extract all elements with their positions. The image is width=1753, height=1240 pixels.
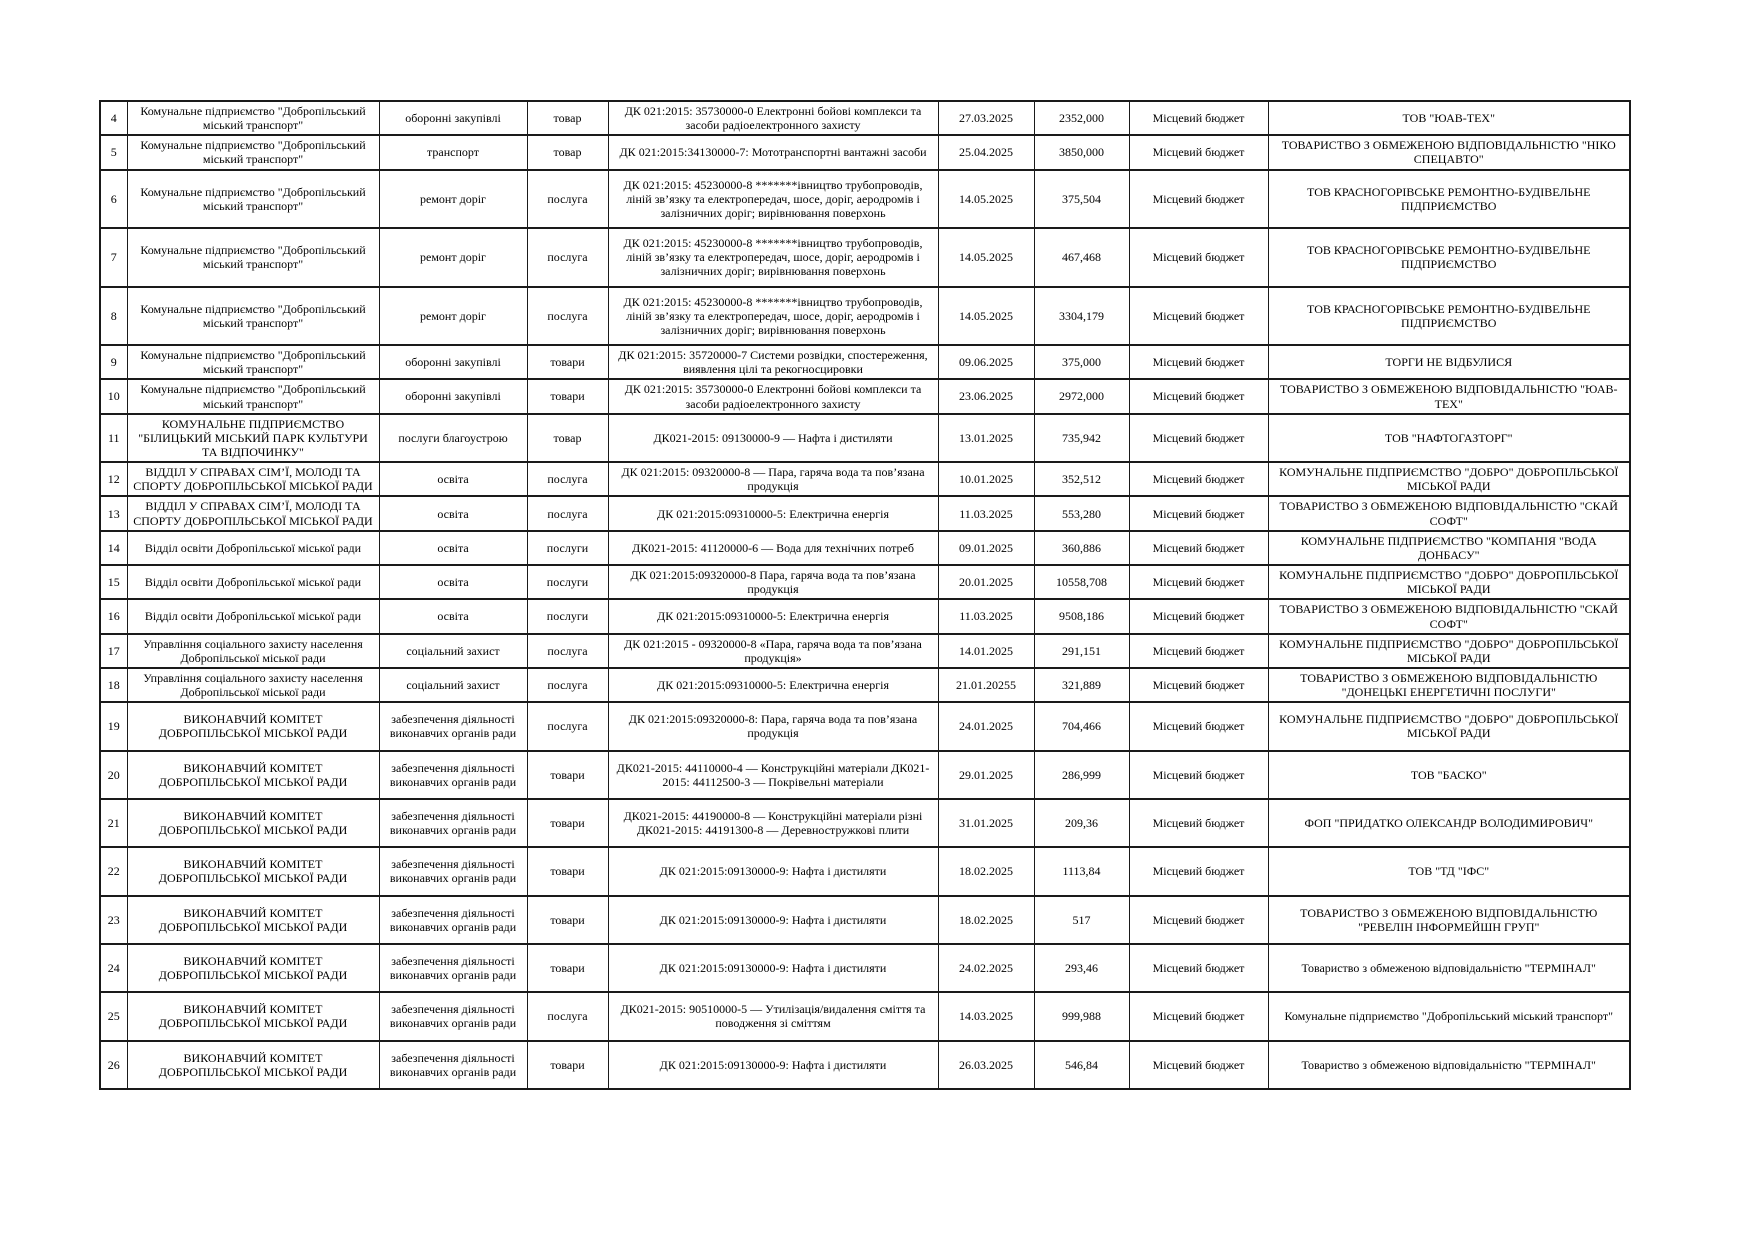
- cell-budget: Місцевий бюджет: [1129, 135, 1268, 169]
- cell-desc: ДК 021:2015:09130000-9: Нафта і дистиляти: [608, 944, 938, 992]
- table-row: [100, 496, 1630, 530]
- cell-date: 14.05.2025: [938, 228, 1034, 286]
- cell-amount: 546,84: [1034, 1041, 1129, 1089]
- cell-date: 18.02.2025: [938, 896, 1034, 944]
- cell-desc: ДК 021:2015: 35720000-7 Системи розвідки, спостереження, виявлення цілі та рекогносцировки: [608, 345, 938, 379]
- cell-winner: ТОВ "БАСКО": [1268, 751, 1630, 799]
- cell-num: 17: [100, 634, 127, 668]
- cell-amount: 375,504: [1034, 170, 1129, 228]
- cell-num: 14: [100, 531, 127, 565]
- cell-category: ремонт доріг: [379, 170, 527, 228]
- cell-type: послуга: [527, 668, 608, 702]
- cell-winner: ТОВАРИСТВО З ОБМЕЖЕНОЮ ВІДПОВІДАЛЬНІСТЮ "ЮАВ-ТЕХ": [1268, 379, 1630, 413]
- cell-winner: ТОВ "ЮАВ-ТЕХ": [1268, 101, 1630, 135]
- cell-amount: 517: [1034, 896, 1129, 944]
- cell-budget: Місцевий бюджет: [1129, 799, 1268, 847]
- cell-budget: Місцевий бюджет: [1129, 896, 1268, 944]
- cell-winner: КОМУНАЛЬНЕ ПІДПРИЄМСТВО "ДОБРО" ДОБРОПІЛЬСЬКОЇ МІСЬКОЇ РАДИ: [1268, 702, 1630, 750]
- cell-desc: ДК 021:2015: 45230000-8 *******івництво трубопроводів, ліній зв’язку та електропередач, шосе, доріг, аеродромів і залізничних доріг; вирівнювання поверхонь: [608, 170, 938, 228]
- cell-org: Управління соціального захисту населення Добропільської міської ради: [127, 634, 379, 668]
- table-row: [100, 228, 1630, 286]
- cell-winner: ТОВ КРАСНОГОРІВСЬКЕ РЕМОНТНО-БУДІВЕЛЬНЕ ПІДПРИЄМСТВО: [1268, 228, 1630, 286]
- cell-winner: ТОВАРИСТВО З ОБМЕЖЕНОЮ ВІДПОВІДАЛЬНІСТЮ "НІКО СПЕЦАВТО": [1268, 135, 1630, 169]
- cell-num: 20: [100, 751, 127, 799]
- cell-category: забезпечення діяльності виконавчих органів ради: [379, 1041, 527, 1089]
- cell-amount: 3850,000: [1034, 135, 1129, 169]
- cell-desc: ДК 021:2015: 09320000-8 — Пара, гаряча вода та пов’язана продукція: [608, 462, 938, 496]
- cell-winner: Комунальне підприємство "Добропільський міський транспорт": [1268, 992, 1630, 1040]
- cell-desc: ДК 021:2015: 45230000-8 *******івництво трубопроводів, ліній зв’язку та електропередач, шосе, доріг, аеродромів і залізничних доріг; вирівнювання поверхонь: [608, 287, 938, 345]
- cell-org: Комунальне підприємство "Добропільський міський транспорт": [127, 345, 379, 379]
- cell-type: товари: [527, 345, 608, 379]
- cell-date: 25.04.2025: [938, 135, 1034, 169]
- cell-org: ВИКОНАВЧИЙ КОМІТЕТ ДОБРОПІЛЬСЬКОЇ МІСЬКОЇ РАДИ: [127, 896, 379, 944]
- cell-desc: ДК 021:2015:09130000-9: Нафта і дистиляти: [608, 1041, 938, 1089]
- cell-type: товари: [527, 944, 608, 992]
- cell-org: Відділ освіти Добропільської міської ради: [127, 599, 379, 633]
- cell-date: 14.01.2025: [938, 634, 1034, 668]
- cell-amount: 209,36: [1034, 799, 1129, 847]
- cell-amount: 704,466: [1034, 702, 1129, 750]
- cell-num: 6: [100, 170, 127, 228]
- table-row: [100, 101, 1630, 135]
- cell-desc: ДК021-2015: 09130000-9 — Нафта і дистиляти: [608, 414, 938, 462]
- table-row: [100, 668, 1630, 702]
- cell-category: освіта: [379, 565, 527, 599]
- cell-budget: Місцевий бюджет: [1129, 944, 1268, 992]
- table-row: [100, 599, 1630, 633]
- cell-num: 7: [100, 228, 127, 286]
- cell-amount: 321,889: [1034, 668, 1129, 702]
- cell-winner: ТОВ "ТД "ІФС": [1268, 847, 1630, 895]
- cell-num: 5: [100, 135, 127, 169]
- cell-date: 21.01.20255: [938, 668, 1034, 702]
- cell-num: 23: [100, 896, 127, 944]
- cell-num: 21: [100, 799, 127, 847]
- cell-budget: Місцевий бюджет: [1129, 462, 1268, 496]
- table-row: [100, 751, 1630, 799]
- cell-category: послуги благоустрою: [379, 414, 527, 462]
- cell-num: 22: [100, 847, 127, 895]
- cell-type: товари: [527, 896, 608, 944]
- table-row: [100, 565, 1630, 599]
- cell-type: послуги: [527, 565, 608, 599]
- cell-category: забезпечення діяльності виконавчих органів ради: [379, 799, 527, 847]
- cell-date: 18.02.2025: [938, 847, 1034, 895]
- cell-date: 09.01.2025: [938, 531, 1034, 565]
- cell-date: 24.02.2025: [938, 944, 1034, 992]
- cell-num: 16: [100, 599, 127, 633]
- table-row: [100, 170, 1630, 228]
- cell-budget: Місцевий бюджет: [1129, 599, 1268, 633]
- cell-desc: ДК 021:2015:09310000-5: Електрична енергія: [608, 599, 938, 633]
- cell-type: послуга: [527, 992, 608, 1040]
- cell-org: ВИКОНАВЧИЙ КОМІТЕТ ДОБРОПІЛЬСЬКОЇ МІСЬКОЇ РАДИ: [127, 799, 379, 847]
- cell-org: ВІДДІЛ У СПРАВАХ СІМ’Ї, МОЛОДІ ТА СПОРТУ ДОБРОПІЛЬСЬКОЇ МІСЬКОЇ РАДИ: [127, 462, 379, 496]
- cell-amount: 999,988: [1034, 992, 1129, 1040]
- cell-date: 14.03.2025: [938, 992, 1034, 1040]
- cell-num: 26: [100, 1041, 127, 1089]
- cell-desc: ДК021-2015: 44190000-8 — Конструкційні матеріали різні ДК021-2015: 44191300-8 — Деревностружкові плити: [608, 799, 938, 847]
- table-row: [100, 847, 1630, 895]
- cell-num: 18: [100, 668, 127, 702]
- cell-amount: 10558,708: [1034, 565, 1129, 599]
- cell-amount: 286,999: [1034, 751, 1129, 799]
- cell-category: оборонні закупівлі: [379, 379, 527, 413]
- cell-category: забезпечення діяльності виконавчих органів ради: [379, 992, 527, 1040]
- cell-winner: ТОВ КРАСНОГОРІВСЬКЕ РЕМОНТНО-БУДІВЕЛЬНЕ ПІДПРИЄМСТВО: [1268, 170, 1630, 228]
- cell-type: товари: [527, 847, 608, 895]
- table-row: [100, 1041, 1630, 1089]
- cell-budget: Місцевий бюджет: [1129, 414, 1268, 462]
- cell-amount: 293,46: [1034, 944, 1129, 992]
- cell-winner: ТОВАРИСТВО З ОБМЕЖЕНОЮ ВІДПОВІДАЛЬНІСТЮ "РЕВЕЛІН ІНФОРМЕЙШН ГРУП": [1268, 896, 1630, 944]
- cell-winner: ТОВ КРАСНОГОРІВСЬКЕ РЕМОНТНО-БУДІВЕЛЬНЕ ПІДПРИЄМСТВО: [1268, 287, 1630, 345]
- cell-date: 23.06.2025: [938, 379, 1034, 413]
- cell-type: товари: [527, 799, 608, 847]
- cell-category: освіта: [379, 496, 527, 530]
- cell-desc: ДК 021:2015: 35730000-0 Електронні бойові комплекси та засоби радіоелектронного захисту: [608, 101, 938, 135]
- cell-org: Комунальне підприємство "Добропільський міський транспорт": [127, 379, 379, 413]
- cell-desc: ДК 021:2015:09130000-9: Нафта і дистиляти: [608, 896, 938, 944]
- cell-category: транспорт: [379, 135, 527, 169]
- cell-desc: ДК 021:2015:09130000-9: Нафта і дистиляти: [608, 847, 938, 895]
- cell-amount: 352,512: [1034, 462, 1129, 496]
- cell-org: ВИКОНАВЧИЙ КОМІТЕТ ДОБРОПІЛЬСЬКОЇ МІСЬКОЇ РАДИ: [127, 1041, 379, 1089]
- cell-budget: Місцевий бюджет: [1129, 496, 1268, 530]
- procurement-table: [99, 100, 1631, 1090]
- cell-date: 14.05.2025: [938, 170, 1034, 228]
- cell-budget: Місцевий бюджет: [1129, 847, 1268, 895]
- cell-org: Комунальне підприємство "Добропільський міський транспорт": [127, 135, 379, 169]
- cell-budget: Місцевий бюджет: [1129, 379, 1268, 413]
- cell-amount: 735,942: [1034, 414, 1129, 462]
- table-row: [100, 896, 1630, 944]
- cell-winner: Товариство з обмеженою відповідальністю "ТЕРМІНАЛ": [1268, 1041, 1630, 1089]
- cell-desc: ДК021-2015: 41120000-6 — Вода для технічних потреб: [608, 531, 938, 565]
- cell-num: 15: [100, 565, 127, 599]
- cell-budget: Місцевий бюджет: [1129, 702, 1268, 750]
- cell-type: послуги: [527, 531, 608, 565]
- table-row: [100, 414, 1630, 462]
- cell-desc: ДК 021:2015:34130000-7: Мототранспортні вантажні засоби: [608, 135, 938, 169]
- cell-amount: 9508,186: [1034, 599, 1129, 633]
- cell-winner: КОМУНАЛЬНЕ ПІДПРИЄМСТВО "ДОБРО" ДОБРОПІЛЬСЬКОЇ МІСЬКОЇ РАДИ: [1268, 565, 1630, 599]
- cell-org: ВИКОНАВЧИЙ КОМІТЕТ ДОБРОПІЛЬСЬКОЇ МІСЬКОЇ РАДИ: [127, 702, 379, 750]
- cell-org: ВИКОНАВЧИЙ КОМІТЕТ ДОБРОПІЛЬСЬКОЇ МІСЬКОЇ РАДИ: [127, 751, 379, 799]
- cell-winner: КОМУНАЛЬНЕ ПІДПРИЄМСТВО "ДОБРО" ДОБРОПІЛЬСЬКОЇ МІСЬКОЇ РАДИ: [1268, 634, 1630, 668]
- table-row: [100, 799, 1630, 847]
- cell-desc: ДК 021:2015:09310000-5: Електрична енергія: [608, 668, 938, 702]
- cell-category: забезпечення діяльності виконавчих органів ради: [379, 751, 527, 799]
- cell-category: освіта: [379, 599, 527, 633]
- procurement-table-body: [100, 101, 1630, 1089]
- cell-amount: 375,000: [1034, 345, 1129, 379]
- cell-type: послуга: [527, 462, 608, 496]
- cell-date: 24.01.2025: [938, 702, 1034, 750]
- cell-category: соціальний захист: [379, 634, 527, 668]
- table-row: [100, 379, 1630, 413]
- cell-amount: 553,280: [1034, 496, 1129, 530]
- cell-winner: ТОРГИ НЕ ВІДБУЛИСЯ: [1268, 345, 1630, 379]
- cell-date: 11.03.2025: [938, 599, 1034, 633]
- cell-amount: 2972,000: [1034, 379, 1129, 413]
- cell-date: 13.01.2025: [938, 414, 1034, 462]
- cell-category: освіта: [379, 462, 527, 496]
- cell-category: освіта: [379, 531, 527, 565]
- cell-budget: Місцевий бюджет: [1129, 634, 1268, 668]
- cell-org: Відділ освіти Добропільської міської ради: [127, 565, 379, 599]
- cell-num: 8: [100, 287, 127, 345]
- cell-budget: Місцевий бюджет: [1129, 1041, 1268, 1089]
- cell-budget: Місцевий бюджет: [1129, 751, 1268, 799]
- cell-budget: Місцевий бюджет: [1129, 531, 1268, 565]
- cell-type: товар: [527, 414, 608, 462]
- cell-type: послуга: [527, 287, 608, 345]
- cell-type: послуга: [527, 228, 608, 286]
- cell-date: 26.03.2025: [938, 1041, 1034, 1089]
- cell-num: 10: [100, 379, 127, 413]
- cell-num: 9: [100, 345, 127, 379]
- cell-type: товар: [527, 135, 608, 169]
- cell-budget: Місцевий бюджет: [1129, 992, 1268, 1040]
- cell-amount: 2352,000: [1034, 101, 1129, 135]
- cell-num: 11: [100, 414, 127, 462]
- cell-org: КОМУНАЛЬНЕ ПІДПРИЄМСТВО "БІЛИЦЬКИЙ МІСЬКИЙ ПАРК КУЛЬТУРИ ТА ВІДПОЧИНКУ": [127, 414, 379, 462]
- cell-type: товари: [527, 1041, 608, 1089]
- cell-org: Комунальне підприємство "Добропільський міський транспорт": [127, 101, 379, 135]
- cell-winner: ТОВ "НАФТОГАЗТОРГ": [1268, 414, 1630, 462]
- cell-date: 20.01.2025: [938, 565, 1034, 599]
- cell-org: ВІДДІЛ У СПРАВАХ СІМ’Ї, МОЛОДІ ТА СПОРТУ ДОБРОПІЛЬСЬКОЇ МІСЬКОЇ РАДИ: [127, 496, 379, 530]
- cell-budget: Місцевий бюджет: [1129, 345, 1268, 379]
- cell-amount: 291,151: [1034, 634, 1129, 668]
- cell-desc: ДК 021:2015: 45230000-8 *******івництво трубопроводів, ліній зв’язку та електропередач, шосе, доріг, аеродромів і залізничних доріг; вирівнювання поверхонь: [608, 228, 938, 286]
- table-row: [100, 345, 1630, 379]
- cell-date: 31.01.2025: [938, 799, 1034, 847]
- cell-org: ВИКОНАВЧИЙ КОМІТЕТ ДОБРОПІЛЬСЬКОЇ МІСЬКОЇ РАДИ: [127, 847, 379, 895]
- table-row: [100, 462, 1630, 496]
- cell-winner: ФОП "ПРИДАТКО ОЛЕКСАНДР ВОЛОДИМИРОВИЧ": [1268, 799, 1630, 847]
- cell-num: 24: [100, 944, 127, 992]
- cell-winner: КОМУНАЛЬНЕ ПІДПРИЄМСТВО "ДОБРО" ДОБРОПІЛЬСЬКОЇ МІСЬКОЇ РАДИ: [1268, 462, 1630, 496]
- cell-type: послуги: [527, 599, 608, 633]
- cell-num: 12: [100, 462, 127, 496]
- cell-desc: ДК 021:2015:09310000-5: Електрична енергія: [608, 496, 938, 530]
- cell-num: 4: [100, 101, 127, 135]
- cell-desc: ДК 021:2015:09320000-8 Пара, гаряча вода та пов’язана продукція: [608, 565, 938, 599]
- cell-category: ремонт доріг: [379, 228, 527, 286]
- table-row: [100, 135, 1630, 169]
- cell-type: товари: [527, 379, 608, 413]
- cell-desc: ДК021-2015: 90510000-5 — Утилізація/видалення сміття та поводження зі сміттям: [608, 992, 938, 1040]
- cell-budget: Місцевий бюджет: [1129, 170, 1268, 228]
- cell-category: оборонні закупівлі: [379, 101, 527, 135]
- cell-org: Комунальне підприємство "Добропільський міський транспорт": [127, 228, 379, 286]
- cell-winner: КОМУНАЛЬНЕ ПІДПРИЄМСТВО "КОМПАНІЯ "ВОДА ДОНБАСУ": [1268, 531, 1630, 565]
- table-row: [100, 634, 1630, 668]
- cell-org: ВИКОНАВЧИЙ КОМІТЕТ ДОБРОПІЛЬСЬКОЇ МІСЬКОЇ РАДИ: [127, 992, 379, 1040]
- cell-winner: ТОВАРИСТВО З ОБМЕЖЕНОЮ ВІДПОВІДАЛЬНІСТЮ "СКАЙ СОФТ": [1268, 599, 1630, 633]
- cell-type: товар: [527, 101, 608, 135]
- cell-org: Відділ освіти Добропільської міської ради: [127, 531, 379, 565]
- cell-category: забезпечення діяльності виконавчих органів ради: [379, 944, 527, 992]
- cell-category: забезпечення діяльності виконавчих органів ради: [379, 847, 527, 895]
- cell-amount: 467,468: [1034, 228, 1129, 286]
- cell-num: 13: [100, 496, 127, 530]
- cell-desc: ДК 021:2015: 35730000-0 Електронні бойові комплекси та засоби радіоелектронного захисту: [608, 379, 938, 413]
- cell-date: 14.05.2025: [938, 287, 1034, 345]
- cell-category: соціальний захист: [379, 668, 527, 702]
- cell-winner: Товариство з обмеженою відповідальністю "ТЕРМІНАЛ": [1268, 944, 1630, 992]
- cell-org: ВИКОНАВЧИЙ КОМІТЕТ ДОБРОПІЛЬСЬКОЇ МІСЬКОЇ РАДИ: [127, 944, 379, 992]
- cell-budget: Місцевий бюджет: [1129, 287, 1268, 345]
- table-row: [100, 531, 1630, 565]
- cell-amount: 3304,179: [1034, 287, 1129, 345]
- cell-type: послуга: [527, 702, 608, 750]
- cell-date: 29.01.2025: [938, 751, 1034, 799]
- cell-category: забезпечення діяльності виконавчих органів ради: [379, 702, 527, 750]
- cell-desc: ДК 021:2015:09320000-8: Пара, гаряча вода та пов’язана продукція: [608, 702, 938, 750]
- cell-budget: Місцевий бюджет: [1129, 668, 1268, 702]
- cell-date: 27.03.2025: [938, 101, 1034, 135]
- cell-category: ремонт доріг: [379, 287, 527, 345]
- cell-type: товари: [527, 751, 608, 799]
- cell-desc: ДК 021:2015 - 09320000-8 «Пара, гаряча вода та пов’язана продукція»: [608, 634, 938, 668]
- cell-num: 25: [100, 992, 127, 1040]
- cell-category: оборонні закупівлі: [379, 345, 527, 379]
- table-row: [100, 702, 1630, 750]
- cell-type: послуга: [527, 170, 608, 228]
- cell-org: Комунальне підприємство "Добропільський міський транспорт": [127, 287, 379, 345]
- cell-budget: Місцевий бюджет: [1129, 565, 1268, 599]
- cell-amount: 360,886: [1034, 531, 1129, 565]
- cell-org: Комунальне підприємство "Добропільський міський транспорт": [127, 170, 379, 228]
- cell-date: 09.06.2025: [938, 345, 1034, 379]
- cell-desc: ДК021-2015: 44110000-4 — Конструкційні матеріали ДК021-2015: 44112500-3 — Покрівельні матеріали: [608, 751, 938, 799]
- cell-amount: 1113,84: [1034, 847, 1129, 895]
- cell-type: послуга: [527, 496, 608, 530]
- cell-budget: Місцевий бюджет: [1129, 101, 1268, 135]
- cell-type: послуга: [527, 634, 608, 668]
- cell-winner: ТОВАРИСТВО З ОБМЕЖЕНОЮ ВІДПОВІДАЛЬНІСТЮ "ДОНЕЦЬКІ ЕНЕРГЕТИЧНІ ПОСЛУГИ": [1268, 668, 1630, 702]
- cell-date: 10.01.2025: [938, 462, 1034, 496]
- table-row: [100, 992, 1630, 1040]
- cell-date: 11.03.2025: [938, 496, 1034, 530]
- cell-winner: ТОВАРИСТВО З ОБМЕЖЕНОЮ ВІДПОВІДАЛЬНІСТЮ "СКАЙ СОФТ": [1268, 496, 1630, 530]
- cell-num: 19: [100, 702, 127, 750]
- table-row: [100, 944, 1630, 992]
- cell-category: забезпечення діяльності виконавчих органів ради: [379, 896, 527, 944]
- table-row: [100, 287, 1630, 345]
- cell-budget: Місцевий бюджет: [1129, 228, 1268, 286]
- cell-org: Управління соціального захисту населення Добропільської міської ради: [127, 668, 379, 702]
